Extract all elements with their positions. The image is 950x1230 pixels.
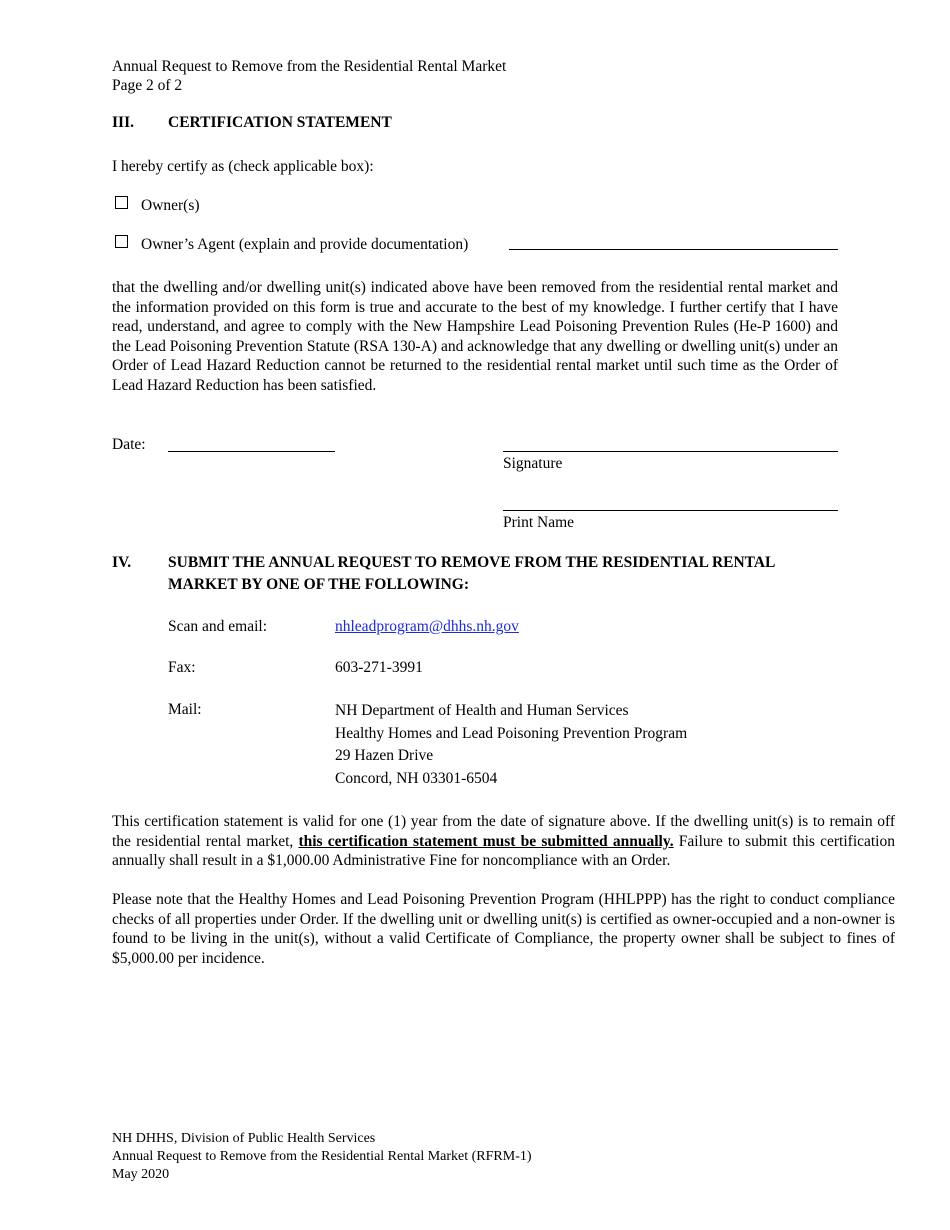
date-field[interactable] [168,451,335,452]
page-footer [112,1130,532,1184]
mail-label: Mail: [168,701,202,718]
fax-number: 603-271-3991 [335,659,423,676]
validity-text: This certification statement is valid for one (1) year from the date of signature above. If the dwelling unit(s) is to remain off the residential rental market, [112,813,895,850]
footer-date: May 2020 [112,1167,170,1182]
agent-option-label: Owner’s Agent (explain and provide documentation) [141,236,469,253]
certify-intro: I hereby certify as (check applicable box): [112,158,374,175]
section-4-title-line1: SUBMIT THE ANNUAL REQUEST TO REMOVE FROM THE RESIDENTIAL RENTAL [168,554,776,571]
email-label: Scan and email: [168,618,267,635]
owner-checkbox[interactable] [115,196,128,209]
section-3-title: CERTIFICATION STATEMENT [168,114,392,131]
mailing-address [335,700,687,790]
section-4-number: IV. [112,554,132,571]
date-label: Date: [112,436,146,453]
address-line: NH Department of Health and Human Services [335,702,629,719]
address-line: 29 Hazen Drive [335,747,434,764]
validity-paragraph [112,812,895,871]
agent-checkbox[interactable] [115,235,128,248]
compliance-note: Please note that the Healthy Homes and Lead Poisoning Prevention Program (HHLPPP) has the right to conduct compliance checks of all properties under Order. If the dwelling unit or dwelling unit(s) is certified as owner-occupied and a non-owner is found to be living in the unit(s), without a valid Certificate of Compliance, the property owner shall be subject to fines of $5,000.00 per incidence. [112,891,895,967]
fax-label: Fax: [168,659,196,676]
section-4-title [168,553,858,595]
section-4-title-line2: MARKET BY ONE OF THE FOLLOWING: [168,576,469,593]
footer-agency: NH DHHS, Division of Public Health Services [112,1131,376,1146]
print-name-label: Print Name [503,514,575,531]
agent-explanation-field[interactable] [509,249,838,250]
signature-field[interactable] [503,451,838,452]
section-3-number: III. [112,114,134,131]
page-number: Page 2 of 2 [112,76,183,94]
annual-submission-emphasis: this certification statement must be submitted annually. [298,832,674,850]
validity-text-end: Failure to submit this certification annually shall result in a $1,000.00 Administrative Fine for noncompliance with an Order. [112,832,895,869]
address-line: Concord, NH 03301-6504 [335,769,498,787]
form-title: Annual Request to Remove from the Residential Rental Market [112,58,507,75]
address-line: Healthy Homes and Lead Poisoning Prevention Program [335,724,688,742]
owner-option-label: Owner(s) [141,197,200,214]
email-link[interactable]: nhleadprogram@dhhs.nh.gov [335,618,519,635]
footer-form-name: Annual Request to Remove from the Residential Rental Market (RFRM-1) [112,1149,532,1164]
certification-body: that the dwelling and/or dwelling unit(s) indicated above have been removed from the residential rental market and the information provided on this form is true and accurate to the best of my knowledge. I further certify that I have read, understand, and agree to comply with the New Hampshire Lead Poisoning Prevention Rules (He-P 1600) and the Lead Poisoning Prevention Statute (RSA 130-A) and acknowledge that any dwelling or dwelling unit(s) under an Order of Lead Hazard Reduction cannot be returned to the residential rental market until such time as the Order of Lead Hazard Reduction has been satisfied. [112,279,838,394]
print-name-field[interactable] [503,510,838,511]
page-header [112,57,506,95]
signature-label: Signature [503,455,563,472]
